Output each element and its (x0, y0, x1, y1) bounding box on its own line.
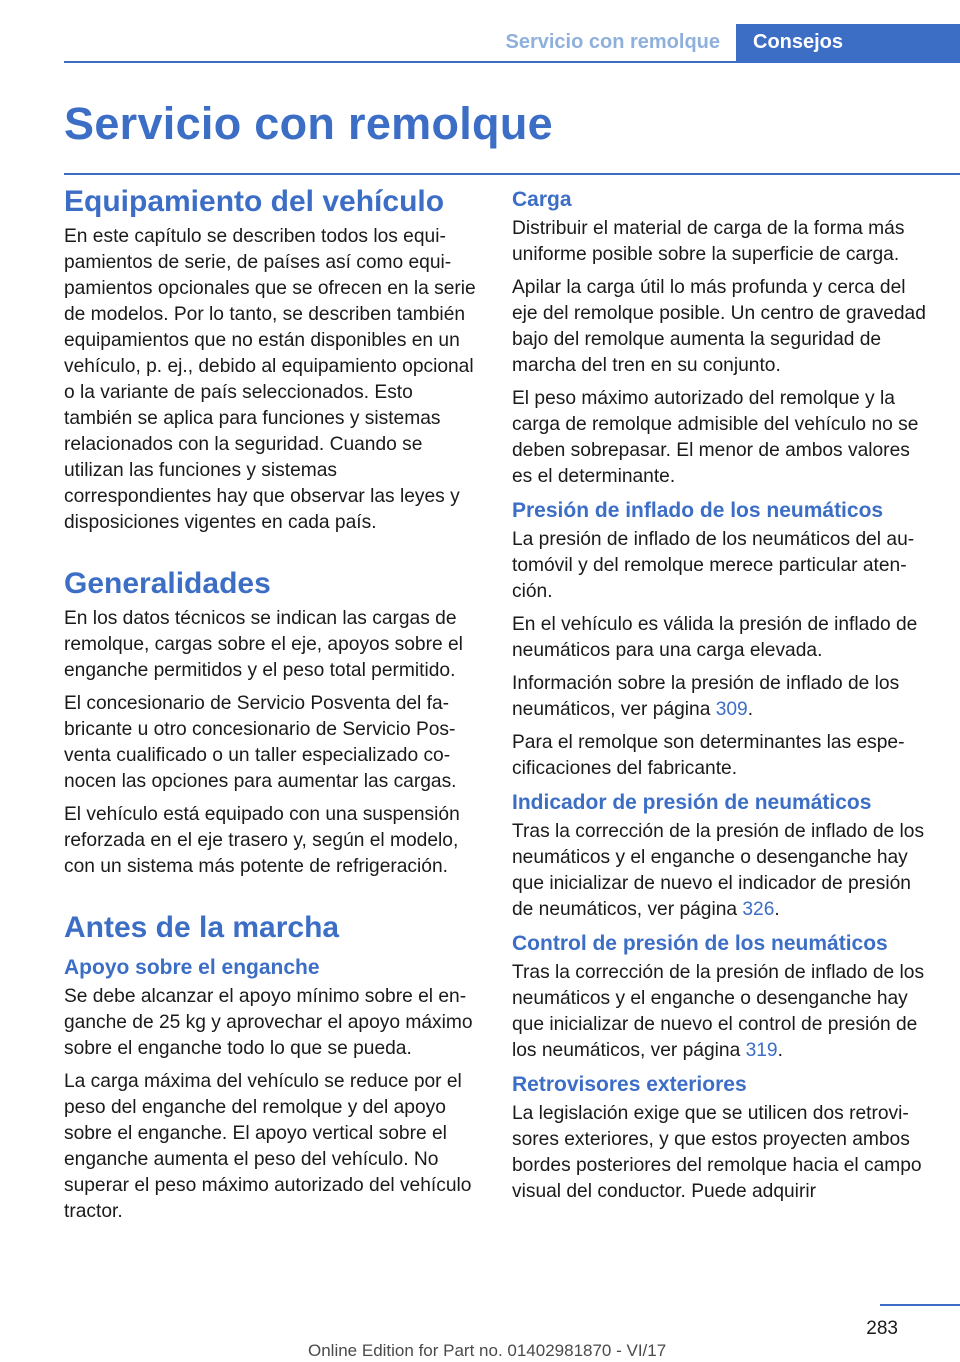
heading-generalidades: Generalidades (64, 567, 271, 600)
paragraph: El vehículo está equipado con una suspensión reforzada en el eje trasero y, según el modelo, con un sistema más potente de refrigeración. (64, 804, 460, 877)
right-column (512, 182, 928, 1212)
subheading-control-presion: Control de presión de los neumáticos (512, 932, 888, 955)
paragraph: Se debe alcanzar el apoyo mínimo sobre el enganche de 25 kg y aprovechar el apoyo máximo sobre el enganche todo lo que se pueda. (64, 986, 473, 1059)
paragraph: La legislación exige que se utilicen dos retrovisores exteriores, y que estos proyecten ambos bordes posteriores del remolque hacia el campo visual del conductor. Puede adquirir (512, 1103, 922, 1202)
paragraph (512, 819, 928, 923)
heading-equipamiento: Equipamiento del vehículo (64, 185, 445, 218)
paragraph: La presión de inflado de los neumáticos del automóvil y del remolque merece particular atención. (512, 529, 915, 602)
subheading-presion-inflado: Presión de inflado de los neumáticos (512, 499, 884, 522)
header-rule (64, 61, 960, 63)
paragraph-text: Tras la corrección de la presión de inflado de los neumáticos y el enganche o desenganche hay que inicializar de nuevo el indicador de presión de neumáticos, ver página (512, 821, 925, 920)
paragraph (512, 671, 928, 723)
paragraph-text: Información sobre la presión de inflado de los neumáticos, ver página (512, 673, 900, 720)
paragraph (512, 960, 928, 1064)
page-header (0, 24, 960, 62)
subheading-apoyo: Apoyo sobre el enganche (64, 956, 320, 979)
subheading-carga: Carga (512, 188, 572, 211)
subheading-indicador-presion: Indicador de presión de neumáticos (512, 791, 872, 814)
paragraph-text: . (777, 1040, 783, 1061)
paragraph: En el vehículo es válida la presión de inflado de neumáticos para una carga elevada. (512, 614, 918, 661)
paragraph: El peso máximo autorizado del remolque y la carga de remolque admisible del vehículo no se deben sobrepasar. El menor de ambos valores es el determinante. (512, 388, 919, 487)
page-link-319[interactable]: 319 (745, 1040, 778, 1061)
title-rule (64, 173, 960, 175)
page-number: 283 (866, 1318, 898, 1339)
page-title: Servicio con remolque (64, 98, 553, 149)
paragraph: En los datos técnicos se indican las cargas de remolque, cargas sobre el eje, apoyos sobre el enganche permitidos y el peso total permitido. (64, 608, 463, 681)
paragraph-text: . (747, 699, 754, 720)
page-link-326[interactable]: 326 (742, 899, 775, 920)
paragraph-text: . (774, 899, 780, 920)
header-section-title: Servicio con remolque (505, 31, 720, 53)
paragraph: La carga máxima del vehículo se reduce por el peso del enganche del remolque y del apoyo sobre el enganche. El apoyo vertical sobre el enganche aumenta el peso del vehículo. No superar el peso máximo autorizado del vehículo tractor. (64, 1071, 472, 1222)
paragraph: Para el remolque son determinantes las especificaciones del fabricante. (512, 732, 905, 779)
page-link-309[interactable]: 309 (715, 699, 748, 720)
paragraph-text: Tras la corrección de la presión de inflado de los neumáticos y el enganche o desenganche hay que inicializar de nuevo el control de presión de los neumáticos, ver página (512, 962, 925, 1061)
paragraph: Distribuir el material de carga de la forma más uniforme posible sobre la superficie de carga. (512, 218, 905, 265)
header-chapter-tab: Consejos (736, 24, 960, 62)
paragraph: El concesionario de Servicio Posventa del fabricante u otro concesionario de Servicio Posventa cualificado o un taller especializado conocen las opciones para aumentar las cargas. (64, 693, 457, 792)
footer-rule (880, 1304, 960, 1306)
subheading-retrovisores: Retrovisores exteriores (512, 1073, 747, 1096)
paragraph: En este capítulo se describen todos los equipamientos de serie, de países así como equipamientos opcionales que se ofrecen en la serie de modelos. Por lo tanto, se describen también equipamientos que no están disponibles en un vehículo, p. ej., debido al equipamiento opcional o la variante de país seleccionados. Esto también se aplica para funciones y sistemas relacionados con la seguridad. Cuando se utilizan las funciones y sistemas correspondientes hay que observar las leyes y disposiciones vigentes en cada país. (64, 226, 476, 533)
heading-antes-de-la-marcha: Antes de la marcha (64, 911, 340, 944)
paragraph: Apilar la carga útil lo más profunda y cerca del eje del remolque posible. Un centro de gravedad bajo del remolque aumenta la seguridad de marcha del tren en su conjunto. (512, 277, 926, 376)
edition-footer: Online Edition for Part no. 01402981870 - VI/17 (308, 1341, 667, 1360)
left-column (64, 182, 480, 1232)
